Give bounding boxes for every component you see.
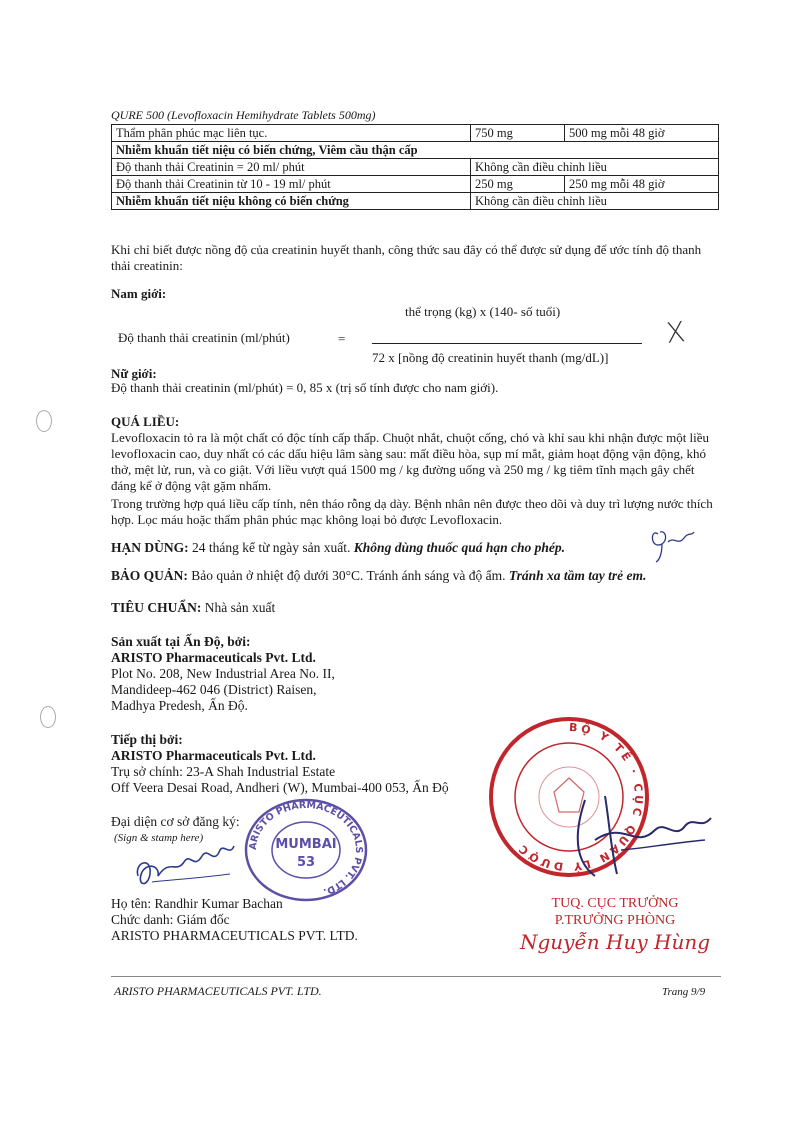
authority-block bbox=[515, 895, 715, 929]
manufacturer-title: Sản xuất tại Ấn Độ, bởi: bbox=[111, 634, 251, 649]
document-header: QURE 500 (Levofloxacin Hemihydrate Tablets 500mg) bbox=[111, 108, 376, 122]
manufacturer-name: ARISTO Pharmaceuticals Pvt. Ltd. bbox=[111, 650, 316, 665]
stamp-number: 53 bbox=[296, 855, 316, 870]
handwritten-x-mark: X bbox=[664, 315, 687, 350]
expiry-label: HẠN DÙNG: bbox=[111, 540, 189, 555]
footer-divider bbox=[111, 976, 721, 977]
stamp-city: MUMBAI bbox=[275, 837, 337, 852]
manufacturer-block bbox=[111, 634, 335, 714]
marketer-block bbox=[111, 732, 449, 796]
company-stamp bbox=[242, 796, 370, 904]
female-label: Nữ giới: bbox=[111, 366, 157, 381]
manufacturer-address-line: Plot No. 208, New Industrial Area No. II, bbox=[111, 666, 335, 681]
storage-warning: Tránh xa tầm tay trẻ em. bbox=[508, 568, 647, 583]
footer-company: ARISTO PHARMACEUTICALS PVT. LTD. bbox=[114, 984, 322, 998]
formula-denominator: 72 x [nồng độ creatinin huyết thanh (mg/dL)] bbox=[372, 350, 609, 365]
marketer-address-line: Off Veera Desai Road, Andheri (W), Mumbai-400 053, Ấn Độ bbox=[111, 780, 449, 795]
table-row bbox=[112, 176, 719, 193]
approval-stamp-ring-text: BỘ Y TẾ · CỤC QUẢN LÝ DƯỢC bbox=[514, 720, 646, 874]
storage-label: BẢO QUẢN: bbox=[111, 568, 188, 583]
representative-role: Chức danh: Giám đốc bbox=[111, 912, 230, 927]
table-cell: Thẩm phân phúc mạc liên tục. bbox=[112, 125, 471, 142]
table-heading-cell: Nhiễm khuẩn tiết niệu không có biến chứng bbox=[112, 193, 471, 210]
intro-paragraph: Khi chỉ biết được nồng độ của creatinin huyết thanh, công thức sau đây có thể được sử dụng để ước tính độ thanh thải creatinin: bbox=[111, 242, 702, 273]
representative-company: ARISTO PHARMACEUTICALS PVT. LTD. bbox=[111, 928, 358, 943]
table-cell: Không cần điều chỉnh liều bbox=[471, 159, 719, 176]
marketer-name: ARISTO Pharmaceuticals Pvt. Ltd. bbox=[111, 748, 316, 763]
representative-name: Họ tên: Randhir Kumar Bachan bbox=[111, 896, 283, 911]
formula-equals: = bbox=[338, 331, 346, 346]
overdose-title: QUÁ LIỀU: bbox=[111, 414, 180, 429]
table-row bbox=[112, 193, 719, 210]
manufacturer-address-line: Mandideep-462 046 (District) Raisen, bbox=[111, 682, 317, 697]
table-cell: 250 mg mỗi 48 giờ bbox=[565, 176, 719, 193]
table-row bbox=[112, 159, 719, 176]
fraction-line bbox=[372, 343, 642, 344]
expiry-line bbox=[111, 540, 565, 556]
authority-line2: P.TRƯỞNG PHÒNG bbox=[554, 913, 676, 928]
stamp-ring-text: ARISTO PHARMACEUTICALS PVT. LTD. bbox=[247, 799, 365, 898]
authority-line1: TUQ. CỤC TRƯỞNG bbox=[551, 896, 679, 911]
table-row bbox=[112, 142, 719, 159]
representative-block bbox=[111, 896, 358, 944]
punch-hole bbox=[40, 706, 56, 728]
expiry-warning: Không dùng thuốc quá hạn cho phép. bbox=[353, 540, 565, 555]
storage-line bbox=[111, 568, 646, 584]
male-label: Nam giới: bbox=[111, 286, 167, 301]
storage-text: Bảo quản ở nhiệt độ dưới 30°C. Tránh ánh sáng và độ ẩm. bbox=[191, 568, 506, 583]
table-cell: 750 mg bbox=[471, 125, 565, 142]
overdose-paragraph-2: Trong trường hợp quá liều cấp tính, nên tháo rỗng dạ dày. Bệnh nhân nên được theo dõi và duy trì lượng nước thích hợp. Lọc máu hoặc thẩm phân phúc mạc không loại bỏ được Levofloxacin. bbox=[111, 496, 713, 527]
overdose-paragraph-1: Levofloxacin tỏ ra là một chất có độc tính cấp thấp. Chuột nhắt, chuột cống, chó và khỉ sau khi nhận được một liều levofloxacin cao, duy nhất có các dấu hiệu lâm sàng sau: mất điều hòa, sụp mí mắt, giảm hoạt động vận động, khó thở, mệt lử, run, và co giật. Với liều vượt quá 1500 mg / kg đường uống và 250 mg / kg tiêm tĩnh mạch gây chết đáng kể ở động vật gặm nhấm. bbox=[111, 430, 710, 493]
representative-title: Đại diện cơ sở đăng ký: bbox=[111, 814, 240, 829]
representative-signature bbox=[130, 836, 240, 896]
formula-lhs: Độ thanh thải creatinin (ml/phút) bbox=[118, 330, 290, 345]
marketer-title: Tiếp thị bởi: bbox=[111, 732, 183, 747]
expiry-text: 24 tháng kể từ ngày sản xuất. bbox=[192, 540, 351, 555]
marketer-address-line: Trụ sở chính: 23-A Shah Industrial Estate bbox=[111, 764, 336, 779]
table-heading-cell: Nhiễm khuẩn tiết niệu có biến chứng, Viêm cầu thận cấp bbox=[112, 142, 719, 159]
manufacturer-address-line: Madhya Predesh, Ấn Độ. bbox=[111, 698, 248, 713]
table-cell: 500 mg mỗi 48 giờ bbox=[565, 125, 719, 142]
initials-signature bbox=[648, 520, 698, 564]
dosing-table bbox=[111, 124, 719, 210]
table-cell: Độ thanh thải Creatinin từ 10 - 19 ml/ phút bbox=[112, 176, 471, 193]
table-cell: Độ thanh thải Creatinin = 20 ml/ phút bbox=[112, 159, 471, 176]
table-cell: 250 mg bbox=[471, 176, 565, 193]
authority-name: Nguyễn Huy Hùng bbox=[520, 930, 711, 954]
footer-page-number: Trang 9/9 bbox=[662, 986, 706, 998]
standard-label: TIÊU CHUẨN: bbox=[111, 600, 202, 615]
female-formula: Độ thanh thải creatinin (ml/phút) = 0, 85 x (trị số tính được cho nam giới). bbox=[111, 380, 499, 395]
standard-line bbox=[111, 600, 275, 616]
punch-hole bbox=[36, 410, 52, 432]
sign-note: (Sign & stamp here) bbox=[114, 832, 204, 844]
table-cell: Không cần điều chỉnh liều bbox=[471, 193, 719, 210]
formula-numerator: thể trọng (kg) x (140- số tuổi) bbox=[405, 304, 561, 319]
standard-text: Nhà sản xuất bbox=[204, 600, 276, 615]
approval-signature bbox=[565, 780, 715, 890]
table-row bbox=[112, 125, 719, 142]
